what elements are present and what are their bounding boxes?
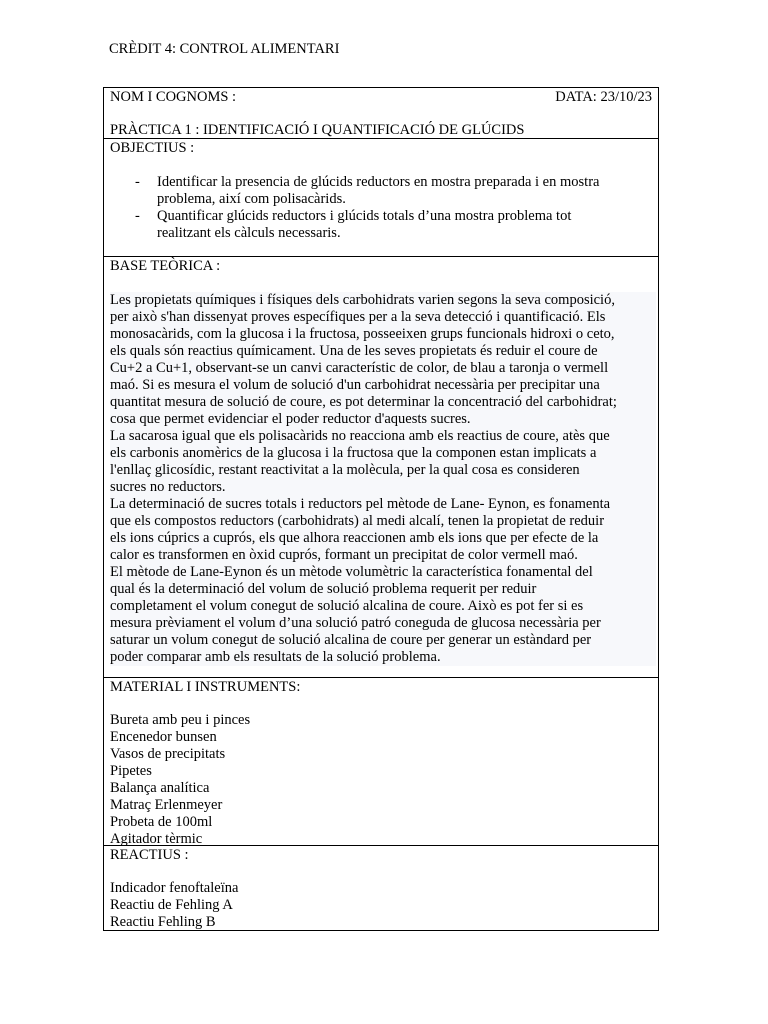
list-item: Vasos de precipitats [110, 746, 226, 762]
name-label: NOM I COGNOMS : [110, 89, 237, 105]
list-item: Pipetes [110, 763, 152, 779]
dash-bullet: - [135, 208, 140, 224]
list-item: Encenedor bunsen [110, 729, 217, 745]
objective-line: realitzant els càlculs necessaris. [157, 225, 341, 241]
list-item: Indicador fenoftaleïna [110, 880, 239, 896]
info-section [104, 88, 658, 139]
objectius-heading: OBJECTIUS : [110, 140, 195, 156]
list-item: Bureta amb peu i pinces [110, 712, 251, 728]
reactius-section [104, 846, 658, 930]
objective-line: problema, així com polisacàrids. [157, 191, 346, 207]
paragraph-line: els quals són reactius químicament. Una de les seves propietats és reduir el coure de [110, 343, 598, 359]
paragraph-line: l'enllaç glicosídic, restant reactivitat a la molècula, per la qual cosa es consideren [110, 462, 580, 478]
paragraph-line: poder comparar amb els resultats de la solució problema. [110, 649, 441, 665]
paragraph-line: maó. Si es mesura el volum de solució d'un carbohidrat necessària per precipitar una [110, 377, 600, 393]
paragraph-line: quantitat mesura de solució de coure, es pot determinar la concentració del carbohidrat; [110, 394, 617, 410]
paragraph-line: sucres no reductors. [110, 479, 226, 495]
reactius-heading: REACTIUS : [110, 847, 189, 863]
list-item: Reactiu de Fehling A [110, 897, 233, 913]
material-heading: MATERIAL I INSTRUMENTS: [110, 679, 301, 695]
list-item [135, 174, 652, 208]
paragraph-line: que els compostos reductors (carbohidrats) al medi alcalí, tenen la propietat de reduir [110, 513, 605, 529]
material-section [104, 678, 658, 846]
objectius-section [104, 139, 658, 257]
objective-line: Quantificar glúcids reductors i glúcids totals d’una mostra problema tot [157, 208, 572, 224]
paragraph-line: els carbonis anomèrics de la glucosa i la fructosa que la componen estan implicats a [110, 445, 597, 461]
paragraph-line: Les propietats químiques i físiques dels carbohidrats varien segons la seva composició, [110, 292, 615, 308]
paragraph-line: qual és la determinació del volum de solució problema requerit per reduir [110, 581, 537, 597]
objective-line: Identificar la presencia de glúcids reductors en mostra preparada i en mostra [157, 174, 600, 190]
base-teorica-heading: BASE TEÒRICA : [110, 258, 221, 274]
practice-form-table [103, 87, 659, 931]
name-date-line [110, 89, 652, 106]
paragraph-line: calor es transformen en òxid cuprós, formant un precipitat de color vermell maó. [110, 547, 578, 563]
list-item: Probeta de 100ml [110, 814, 213, 830]
paragraph-line: monosacàrids, com la glucosa i la fructosa, posseeixen grups funcionals hidroxi o ceto, [110, 326, 615, 342]
course-title: CRÈDIT 4: CONTROL ALIMENTARI [109, 41, 340, 57]
paragraph-line: per això s'han dissenyat proves específiques per a la seva detecció i quantificació. Els [110, 309, 606, 325]
objectius-list [110, 174, 652, 242]
date-label: DATA: 23/10/23 [555, 89, 652, 105]
base-teorica-body [110, 292, 656, 666]
list-item: Reactiu Fehling B [110, 914, 216, 930]
practice-title: PRÀCTICA 1 : IDENTIFICACIÓ I QUANTIFICACIÓ DE GLÚCIDS [110, 122, 525, 138]
paragraph-line: La determinació de sucres totals i reductors pel mètode de Lane- Eynon, es fonamenta [110, 496, 611, 512]
paragraph-line: mesura prèviament el volum d’una solució patró coneguda de glucosa necessària per [110, 615, 601, 631]
list-item [135, 208, 652, 242]
paragraph-line: La sacarosa igual que els polisacàrids no reacciona amb els reactius de coure, atès que [110, 428, 610, 444]
paragraph-line: saturar un volum conegut de solució alcalina de coure per generar un estàndard per [110, 632, 592, 648]
list-item: Matraç Erlenmeyer [110, 797, 223, 813]
paragraph-line: El mètode de Lane-Eynon és un mètode volumètric la característica fonamental del [110, 564, 593, 580]
paragraph-line: Cu+2 a Cu+1, observant-se un canvi característic de color, de blau a taronja o vermell [110, 360, 609, 376]
base-teorica-section [104, 257, 658, 678]
list-item: Balança analítica [110, 780, 210, 796]
paragraph-line: completament el volum conegut de solució alcalina de coure. Això es pot fer si es [110, 598, 584, 614]
dash-bullet: - [135, 174, 140, 190]
paragraph-line: cosa que permet evidenciar el poder reductor d'aquests sucres. [110, 411, 471, 427]
paragraph-line: els ions cúprics a cuprós, els que alhora reaccionen amb els ions que per efecte de la [110, 530, 599, 546]
list-item: Agitador tèrmic [110, 831, 203, 847]
